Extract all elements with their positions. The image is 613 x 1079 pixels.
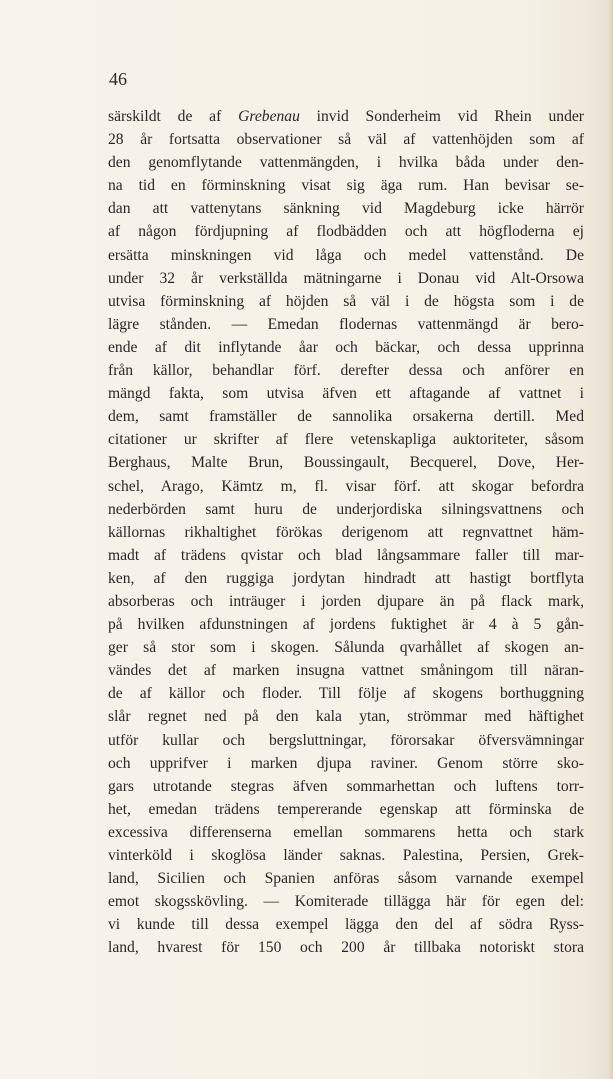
text-line — [108, 913, 584, 936]
text-segment: källornas rikhaltighet förökas derigenom att regnvattnet häm- — [108, 523, 584, 541]
text-line — [108, 382, 584, 405]
text-segment: madt af trädens qvistar och blad långsammare faller till mar- — [108, 546, 584, 564]
text-line — [108, 544, 584, 567]
text-line — [108, 267, 584, 290]
text-segment: de af källor och floder. Till följe af skogens borthuggning — [108, 685, 584, 703]
text-segment: och upprifver i marken djupa raviner. Genom större sko- — [108, 754, 584, 772]
text-line — [108, 359, 584, 382]
text-line — [108, 405, 584, 428]
text-line — [108, 729, 584, 752]
text-segment: utvisa förminskning af höjden så väl i de högsta som i de — [108, 292, 584, 310]
text-segment: land, Sicilien och Spanien anföras såsom varnande exempel — [108, 870, 584, 888]
text-line — [108, 682, 584, 705]
text-line — [108, 636, 584, 659]
text-segment: särskildt de af — [108, 108, 239, 125]
text-segment: lägre stånden. — Emedan flodernas vattenmängd är bero- — [108, 315, 584, 333]
text-segment: vändes det af marken insugna vattnet småningom till näran- — [108, 662, 584, 680]
text-segment: schel, Arago, Kämtz m, fl. visar förf. att skogar befordra — [108, 477, 584, 495]
text-line — [108, 844, 584, 867]
text-line — [108, 128, 584, 151]
text-line — [108, 936, 584, 959]
text-line — [108, 174, 584, 197]
text-line — [108, 567, 584, 590]
text-segment: utför kullar och bergsluttningar, förorsakar öfversvämningar — [108, 731, 584, 749]
text-segment: land, hvarest för 150 och 200 år tillbaka notoriskt stora — [108, 939, 584, 957]
text-segment: nederbörden samt huru de underjordiska silningsvattnens och — [108, 500, 584, 518]
text-segment: vinterköld i skoglösa länder saknas. Palestina, Persien, Grek- — [108, 847, 584, 864]
page-number: 46 — [109, 69, 127, 89]
text-line — [108, 867, 584, 890]
text-segment: emot skogsskövling. — Komiterade tillägga här för egen del: — [108, 893, 584, 911]
text-segment: dan att vattenytans sänkning vid Magdeburg icke härrör — [108, 200, 584, 218]
text-line — [108, 451, 584, 474]
text-segment: na tid en förminskning visat sig äga rum. Han bevisar se- — [108, 177, 584, 195]
text-segment: invid Sonderheim vid Rhein under — [299, 108, 584, 125]
text-line — [108, 752, 584, 775]
text-line — [108, 105, 584, 128]
text-line — [108, 613, 584, 636]
text-segment: citationer ur skrifter af flere vetenskapliga auktoriteter, såsom — [108, 431, 584, 449]
italic-name: Grebenau — [238, 108, 300, 125]
text-segment: slår regnet ned på den kala ytan, strömmar med häftighet — [108, 708, 584, 726]
text-line — [108, 705, 584, 728]
text-segment: ersätta minskningen vid låga och medel vattenstånd. De — [108, 246, 584, 264]
page-edge-shadow — [607, 0, 613, 1079]
text-line — [108, 498, 584, 521]
text-segment: från källor, behandlar förf. derefter dessa och anförer en — [108, 362, 584, 380]
text-line — [108, 798, 584, 821]
text-line — [108, 590, 584, 613]
text-line — [108, 659, 584, 682]
text-segment: excessiva differenserna emellan sommarens hetta och stark — [108, 823, 584, 841]
text-segment: under 32 år verkställda mätningarne i Donau vid Alt-Orsowa — [108, 269, 584, 287]
text-segment: Berghaus, Malte Brun, Boussingault, Becquerel, Dove, Her- — [108, 454, 584, 472]
text-segment: ende af dit inflytande åar och bäckar, och dessa upprinna — [108, 338, 584, 356]
text-line — [108, 151, 584, 174]
text-line — [108, 521, 584, 544]
text-segment: af någon fördjupning af flodbädden och att högfloderna ej — [108, 223, 584, 241]
text-line — [108, 428, 584, 451]
text-line — [108, 244, 584, 267]
text-segment: 28 år fortsatta observationer så väl af vattenhöjden som af — [108, 131, 584, 149]
text-segment: på hvilken afdunstningen af jordens fuktighet är 4 à 5 gån- — [108, 616, 584, 634]
text-segment: gars utrotande stegras äfven sommarhettan och luftens torr- — [108, 777, 584, 795]
text-segment: vi kunde till dessa exempel lägga den del af södra Ryss- — [108, 916, 584, 934]
text-line — [108, 290, 584, 313]
text-segment: den genomflytande vattenmängden, i hvilka båda under den- — [108, 154, 584, 172]
text-segment: mängd fakta, som utvisa äfven ett aftagande af vattnet i — [108, 385, 584, 403]
text-line — [108, 336, 584, 359]
text-line — [108, 197, 584, 220]
text-line — [108, 220, 584, 243]
text-line — [108, 890, 584, 913]
text-segment: dem, samt framställer de sannolika orsakerna dertill. Med — [108, 408, 584, 426]
text-line — [108, 313, 584, 336]
text-segment: ger så stor som i skogen. Sålunda qvarhållet af skogen an- — [108, 639, 584, 657]
text-line — [108, 475, 584, 498]
text-segment: absorberas och inträuger i jorden djupare än på flack mark, — [108, 592, 584, 610]
text-line — [108, 821, 584, 844]
text-segment: ken, af den ruggiga jordytan hindradt att hastigt bortflyta — [108, 569, 584, 587]
text-segment: het, emedan trädens tempererande egenskap att förminska de — [108, 800, 584, 818]
body-text — [108, 105, 584, 959]
text-line — [108, 775, 584, 798]
